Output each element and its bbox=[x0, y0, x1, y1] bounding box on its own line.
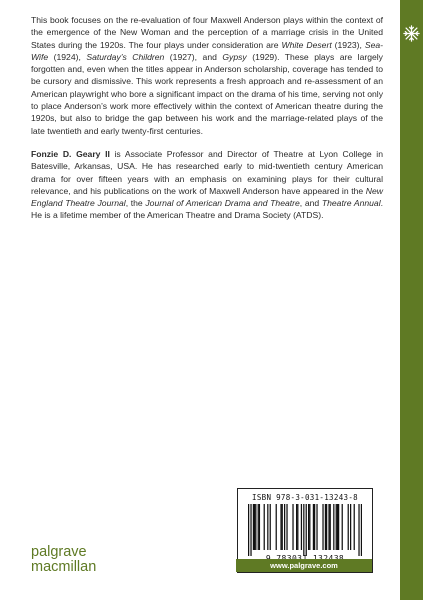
barcode-bar bbox=[348, 504, 349, 550]
barcode-bar bbox=[303, 504, 304, 556]
barcode-bar bbox=[313, 504, 314, 550]
barcode-bar bbox=[328, 504, 329, 550]
barcode-bar bbox=[337, 504, 338, 550]
barcode-bar bbox=[276, 504, 277, 550]
summary-text: This book focuses on the re-evaluation of four Maxwell Anderson plays within the context of the emergence of the New Woman and the perception of a marriage crisis in the United States during the 1920s. The four plays under consideration are bbox=[31, 15, 383, 50]
barcode-bar bbox=[254, 504, 255, 550]
summary-text: (1927), and bbox=[164, 51, 223, 62]
journal-title: Journal of American Drama and Theatre bbox=[145, 198, 300, 209]
barcode-bar bbox=[253, 504, 254, 550]
barcode-bar bbox=[342, 504, 343, 550]
author-bio bbox=[31, 148, 383, 222]
bio-text: , the bbox=[125, 198, 146, 209]
journal-title: Theatre Annual bbox=[321, 198, 381, 209]
barcode-bar bbox=[280, 504, 281, 550]
bio-text: . He is a lifetime member of the American Theatre and Drama Society (ATDS). bbox=[31, 198, 383, 221]
bio-text: , and bbox=[299, 198, 322, 209]
barcode-bar bbox=[333, 504, 334, 550]
barcode-bar bbox=[296, 504, 297, 550]
barcode-bar bbox=[350, 504, 351, 550]
palgrave-snowflake-logo-icon bbox=[402, 24, 421, 43]
summary-text: (1929). These plays are largely forgotten and, even when the titles appear in Anderson scholarship, coverage has tended to be cursory and dismissive. This work represents a fresh approach and re-assessment of an American playwright who bore a significant impact on the drama of his time, serving not only to place Anderson’s work more effectively within the context of American theatre during the 1920s, but also to bridge the gap between his work and the marriage-related plays of the late twentieth and early twenty-first centuries. bbox=[31, 51, 383, 136]
barcode-bar bbox=[286, 504, 287, 550]
barcode-bar bbox=[306, 504, 307, 556]
barcode-bar bbox=[308, 504, 309, 550]
publisher-logo bbox=[31, 545, 96, 575]
barcode-bar bbox=[330, 504, 331, 550]
barcode-bar bbox=[282, 504, 283, 550]
play-title: Saturday’s Children bbox=[86, 51, 165, 62]
barcode-bar bbox=[248, 504, 249, 556]
barcode-bar bbox=[326, 504, 327, 550]
publisher-url: www.palgrave.com bbox=[236, 559, 372, 572]
book-summary bbox=[31, 14, 383, 137]
play-title: Sea-Wife bbox=[31, 39, 383, 62]
isbn-label: ISBN 978-3-031-13243-8 bbox=[252, 493, 358, 502]
barcode-bar bbox=[270, 504, 271, 550]
play-title: Gypsy bbox=[222, 51, 247, 62]
summary-text: (1923), bbox=[331, 39, 365, 50]
barcode-bar bbox=[258, 504, 259, 550]
back-cover-text bbox=[31, 14, 383, 233]
barcode-bar bbox=[325, 504, 326, 550]
publisher-name-line2: macmillan bbox=[31, 559, 97, 575]
barcode-bar bbox=[358, 504, 359, 556]
barcode-bar bbox=[284, 504, 285, 550]
barcode-bar bbox=[267, 504, 268, 550]
publisher-name-line1: palgrave bbox=[31, 544, 87, 560]
barcode-bar bbox=[259, 504, 260, 550]
author-name: Fonzie D. Geary II bbox=[31, 148, 110, 159]
barcode bbox=[248, 504, 362, 556]
barcode-bar bbox=[361, 504, 362, 556]
summary-text: (1924), bbox=[48, 51, 87, 62]
play-title: White Desert bbox=[281, 39, 332, 50]
barcode-bar bbox=[314, 504, 315, 550]
spine-strip bbox=[400, 0, 423, 600]
barcode-bar bbox=[354, 504, 355, 550]
barcode-bar bbox=[301, 504, 302, 550]
barcode-bar bbox=[322, 504, 323, 550]
barcode-bar bbox=[338, 504, 339, 550]
journal-title: New England Theatre Journal bbox=[31, 185, 383, 209]
barcode-bar bbox=[250, 504, 251, 556]
barcode-bar bbox=[297, 504, 298, 550]
barcode-bar bbox=[255, 504, 256, 550]
barcode-bar bbox=[336, 504, 337, 550]
barcode-bar bbox=[264, 504, 265, 550]
barcode-bar bbox=[316, 504, 317, 550]
barcode-bar bbox=[292, 504, 293, 550]
barcode-bar bbox=[309, 504, 310, 550]
bio-text: is Associate Professor and Director of Theatre at Lyon College in Batesville, Arkansas, USA. He has researched early to mid-twentieth century American drama for over fifteen years with an emphasis on examining plays for their cultural relevance, and his publications on the work of Maxwell Anderson have appeared in the bbox=[31, 148, 383, 196]
